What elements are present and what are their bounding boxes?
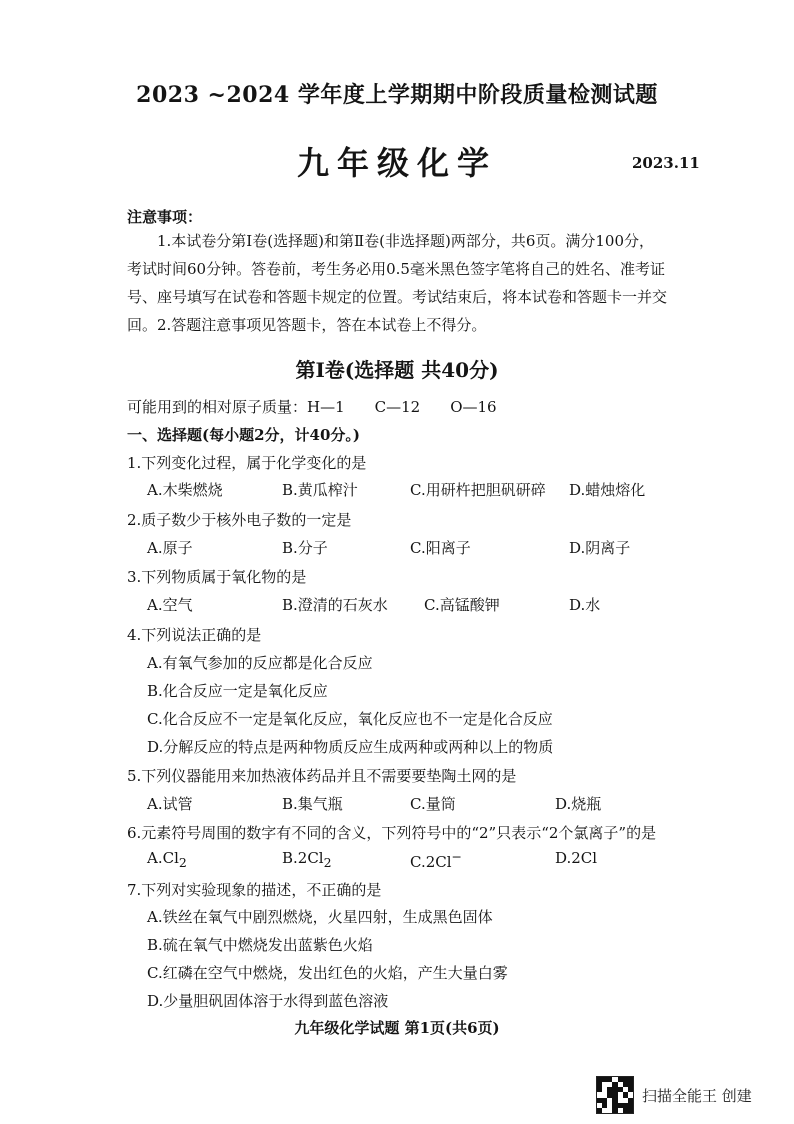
notice-heading: 注意事项： [127, 208, 203, 226]
question-stem: 1.下列变化过程，属于化学变化的是 [127, 454, 367, 472]
question-option: B.集气瓶 [282, 795, 343, 813]
question-option: C.用研杵把胆矾研碎 [410, 481, 546, 499]
question-stem: 6.元素符号周围的数字有不同的含义，下列符号中的“2”只表示“2个氯离子”的是 [127, 824, 657, 842]
question-option: C.阳离子 [410, 539, 471, 557]
question-option: D.蜡烛熔化 [569, 481, 646, 499]
notice-paragraph-1: 1.本试卷分第Ⅰ卷(选择题)和第Ⅱ卷(非选择题)两部分，共6页。满分100分，考试时间60分钟。答卷前，考生务必用0.5毫米黑色签字笔将自己的姓名、准考证号、座号填写在试卷和答题卡规定的位置。考试结束后，将本试卷和答题卡一并交回。 [127, 232, 668, 334]
scanner-watermark [596, 1076, 752, 1114]
question-option: B.澄清的石灰水 [282, 596, 388, 614]
question-option: A.试管 [147, 795, 193, 813]
part-title: 一、选择题(每小题2分，计40分。) [127, 426, 361, 444]
question-option: A.铁丝在氧气中剧烈燃烧，火星四射，生成黑色固体 [147, 908, 493, 926]
question-stem: 3.下列物质属于氧化物的是 [127, 568, 307, 586]
question-option-b: $B.2Cl_2$ [282, 849, 332, 870]
question-stem: 5.下列仪器能用来加热液体药品并且不需要要垫陶土网的是 [127, 767, 517, 785]
question-option: B.黄瓜榨汁 [282, 481, 358, 499]
question-stem: 7.下列对实验现象的描述，不正确的是 [127, 881, 382, 899]
question-option: B.分子 [282, 539, 328, 557]
question-option-c: C.2Cl− [410, 849, 463, 871]
question-option: C.化合反应不一定是氧化反应，氧化反应也不一定是化合反应 [147, 710, 553, 728]
section-title: 第Ⅰ卷(选择题 共40分) [295, 358, 499, 382]
exam-title: 2023 ~2024 学年度上学期期中阶段质量检测试题 [136, 82, 658, 108]
question-option-a: $A.Cl_2$ [147, 849, 187, 870]
question-option: A.木柴燃烧 [147, 481, 223, 499]
exam-date: 2023.11 [632, 154, 700, 172]
question-option: A.空气 [147, 596, 193, 614]
watermark-text: 扫描全能王 创建 [642, 1086, 752, 1105]
question-option: A.有氧气参加的反应都是化合反应 [147, 654, 373, 672]
question-stem: 2.质子数少于核外电子数的一定是 [127, 511, 352, 529]
question-option: B.化合反应一定是氧化反应 [147, 682, 328, 700]
question-option-d: D.2Cl [555, 849, 598, 867]
question-option: C.高锰酸钾 [424, 596, 500, 614]
question-option: C.量筒 [410, 795, 456, 813]
question-stem: 4.下列说法正确的是 [127, 626, 262, 644]
question-option: B.硫在氧气中燃烧发出蓝紫色火焰 [147, 936, 373, 954]
question-option: C.红磷在空气中燃烧，发出红色的火焰，产生大量白雾 [147, 964, 508, 982]
notice-paragraph-2: 2.答题注意事项见答题卡，答在本试卷上不得分。 [157, 316, 487, 334]
atomic-mass-note: 可能用到的相对原子质量：H—1 C—12 O—16 [127, 398, 497, 416]
question-option: D.水 [569, 596, 601, 614]
qr-code-icon [596, 1076, 634, 1114]
page-footer: 九年级化学试题 第1页(共6页) [294, 1019, 500, 1037]
question-option: A.原子 [147, 539, 193, 557]
question-option: D.分解反应的特点是两种物质反应生成两种或两种以上的物质 [147, 738, 554, 756]
subject-title: 九年级化学 [296, 144, 497, 182]
question-option: D.烧瓶 [555, 795, 602, 813]
question-option: D.阴离子 [569, 539, 631, 557]
question-option: D.少量胆矾固体溶于水得到蓝色溶液 [147, 992, 389, 1010]
